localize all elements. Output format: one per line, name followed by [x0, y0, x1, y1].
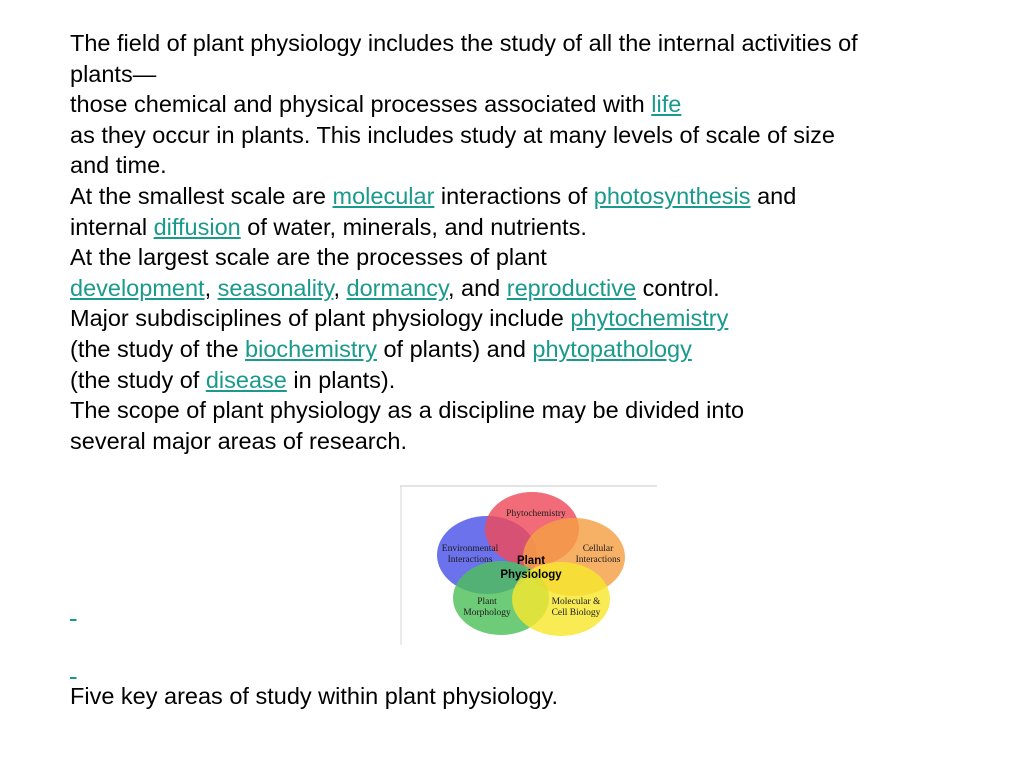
label-morphology-line2: Morphology — [463, 608, 511, 618]
link-reproductive[interactable]: reproductive — [506, 274, 637, 301]
text-line — [70, 89, 950, 120]
text-line — [70, 273, 950, 304]
figure-caption: Five key areas of study within plant physiology. — [70, 683, 559, 709]
text-line — [70, 395, 950, 426]
text-segment: interactions of — [434, 182, 594, 209]
text-line — [70, 28, 950, 59]
text-segment: of plants) and — [376, 335, 533, 362]
link-molecular[interactable]: molecular — [332, 182, 435, 209]
text-line — [70, 59, 950, 90]
text-segment: and time. — [70, 152, 167, 179]
text-line — [70, 242, 950, 273]
text-line — [70, 426, 950, 457]
text-line — [70, 334, 950, 365]
text-segment: The field of plant physiology includes the study of all the internal activities of — [70, 30, 858, 56]
text-line — [70, 181, 950, 212]
venn-diagram — [400, 485, 658, 645]
empty-link-2[interactable] — [70, 654, 77, 680]
text-segment: in plants). — [286, 366, 396, 393]
label-environmental-line1: Environmental — [441, 544, 499, 554]
text-segment: control. — [636, 274, 720, 301]
text-segment: (the study of — [70, 366, 206, 393]
label-center-line1: Plant — [516, 555, 546, 567]
link-disease[interactable]: disease — [205, 366, 287, 393]
text-segment: , — [204, 274, 218, 301]
link-dormancy[interactable]: dormancy — [346, 274, 448, 301]
text-line — [70, 303, 950, 334]
text-line — [70, 120, 950, 151]
body-text — [70, 28, 950, 456]
text-segment: several major areas of research. — [70, 427, 407, 454]
text-line — [70, 150, 950, 181]
text-segment: and — [750, 182, 797, 209]
label-phytochemistry: Phytochemistry — [506, 509, 566, 519]
text-line — [70, 365, 950, 396]
text-segment: those chemical and physical processes associated with — [70, 91, 652, 118]
label-cellular-line1: Cellular — [582, 544, 614, 554]
text-segment: , and — [447, 274, 507, 301]
text-segment: plants— — [70, 60, 157, 87]
venn-diagram-figure — [400, 485, 658, 645]
link-phytopathology[interactable]: phytopathology — [532, 335, 692, 362]
label-cellular-line2: Interactions — [575, 555, 621, 565]
text-segment: as they occur in plants. This includes study at many levels of scale of size — [70, 121, 835, 148]
link-seasonality[interactable]: seasonality — [217, 274, 334, 301]
text-segment: internal — [70, 213, 154, 240]
link-photosynthesis[interactable]: photosynthesis — [593, 182, 751, 209]
label-molecular-line1: Molecular & — [551, 597, 601, 607]
link-diffusion[interactable]: diffusion — [153, 213, 241, 240]
text-line — [70, 212, 950, 243]
label-molecular-line2: Cell Biology — [551, 608, 601, 618]
text-segment: At the largest scale are the processes of plant — [70, 244, 547, 271]
text-segment: At the smallest scale are — [70, 182, 333, 209]
label-environmental-line2: Interactions — [447, 555, 493, 565]
text-segment: Major subdisciplines of plant physiology include — [70, 305, 571, 332]
label-morphology-line1: Plant — [477, 597, 497, 607]
empty-link-1[interactable] — [70, 596, 77, 622]
text-segment: The scope of plant physiology as a discipline may be divided into — [70, 397, 745, 424]
link-biochemistry[interactable]: biochemistry — [245, 335, 377, 362]
link-phytochemistry[interactable]: phytochemistry — [570, 305, 729, 332]
link-life[interactable]: life — [651, 91, 682, 118]
link-development[interactable]: development — [70, 274, 205, 301]
text-segment: of water, minerals, and nutrients. — [240, 213, 587, 240]
text-segment: , — [333, 274, 347, 301]
text-segment: (the study of the — [70, 335, 246, 362]
label-center-line2: Physiology — [500, 569, 562, 581]
